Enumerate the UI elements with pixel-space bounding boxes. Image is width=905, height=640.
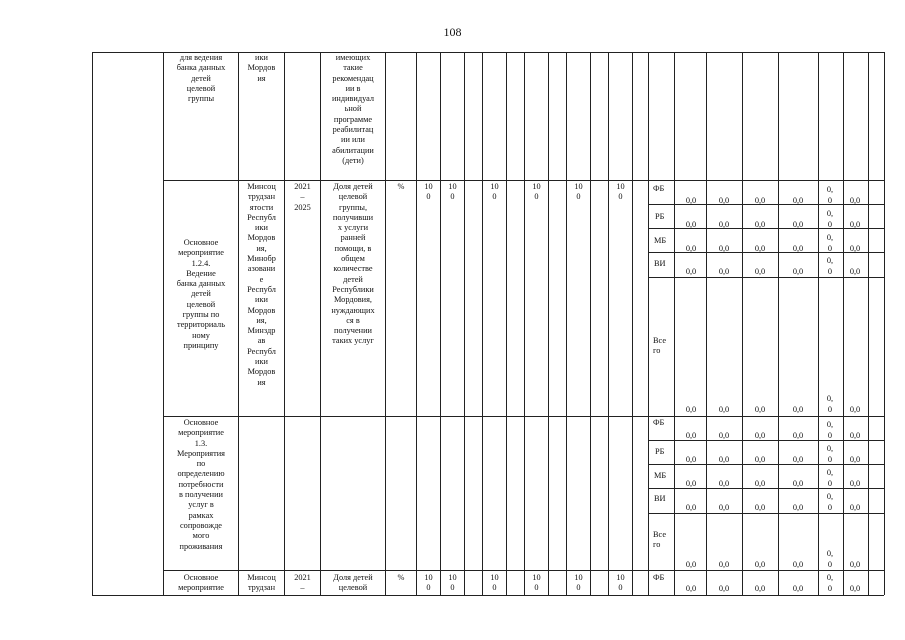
fund-label-rb: РБ — [655, 447, 665, 456]
fund-value: 0,0 — [849, 196, 861, 205]
table-rule — [590, 52, 591, 595]
fund-value: 0,0 — [792, 584, 804, 593]
table-rule — [632, 52, 633, 595]
fund-value: 0,0 — [718, 560, 730, 569]
fund-value-split: 0 — [827, 560, 833, 569]
fund-value: 0,0 — [792, 503, 804, 512]
fund-value: 0,0 — [685, 431, 697, 440]
fund-value: 0,0 — [792, 220, 804, 229]
row3-value: 10 0 — [616, 573, 625, 593]
row3-executor: Минсоц трудзан — [247, 573, 276, 593]
fund-value: 0,0 — [718, 220, 730, 229]
row1-value: 10 0 — [616, 182, 625, 202]
fund-value-split: 0, — [826, 185, 834, 194]
fund-value-split: 0 — [827, 584, 833, 593]
fund-value: 0,0 — [792, 244, 804, 253]
fund-value-split: 0, — [826, 394, 834, 403]
fund-value: 0,0 — [685, 244, 697, 253]
row3-name: Основное мероприятие — [178, 573, 224, 593]
fund-value: 0,0 — [685, 560, 697, 569]
fund-value: 0,0 — [792, 405, 804, 414]
row0-indicator: имеющих такие рекомендац ии в индивидуал ьной программе реабилитац ии или абилитации (дети) — [331, 53, 375, 165]
fund-value-split: 0 — [827, 455, 833, 464]
row1-value: 10 0 — [490, 182, 499, 202]
fund-value: 0,0 — [849, 244, 861, 253]
fund-value-split: 0, — [826, 492, 834, 501]
table-rule — [163, 416, 884, 417]
fund-label-total: Все го — [653, 336, 667, 356]
fund-value: 0,0 — [792, 455, 804, 464]
fund-label-mb: МБ — [654, 236, 667, 245]
table-rule — [506, 52, 507, 595]
fund-value: 0,0 — [849, 560, 861, 569]
fund-value: 0,0 — [849, 431, 861, 440]
fund-value-split: 0, — [826, 468, 834, 477]
fund-label-fb: ФБ — [653, 184, 665, 193]
row3-value: 10 0 — [574, 573, 583, 593]
row1-value: 10 0 — [424, 182, 433, 202]
row3-value: 10 0 — [532, 573, 541, 593]
row0-executor: ики Мордов ия — [247, 53, 276, 83]
fund-value-split: 0, — [826, 256, 834, 265]
fund-value: 0,0 — [849, 479, 861, 488]
table-rule — [524, 52, 525, 595]
fund-value: 0,0 — [685, 503, 697, 512]
table-rule — [884, 52, 885, 595]
row1-name: Основное мероприятие 1.2.4. Ведение банка данных детей целевой группы по территориаль ному принципу — [176, 238, 226, 350]
fund-value-split: 0 — [827, 220, 833, 229]
row1-executor: Минсоц трудзан ятости Республ ики Мордов ия, Минобр азовани е Республ ики Мордов ия, Минздр ав Республ ики Мордов ия — [247, 182, 276, 387]
fund-value: 0,0 — [718, 479, 730, 488]
table-rule — [163, 180, 884, 181]
table-rule — [548, 52, 549, 595]
row3-indicator: Доля детей целевой — [333, 573, 373, 593]
fund-label-rb: РБ — [655, 212, 665, 221]
row1-unit: % — [397, 182, 405, 191]
fund-value: 0,0 — [754, 220, 766, 229]
fund-value: 0,0 — [754, 503, 766, 512]
fund-value: 0,0 — [754, 244, 766, 253]
fund-value-split: 0 — [827, 267, 833, 276]
fund-value-split: 0, — [826, 209, 834, 218]
fund-value: 0,0 — [792, 479, 804, 488]
row3-period: 2021 – — [294, 573, 311, 593]
fund-value: 0,0 — [792, 267, 804, 276]
fund-value-split: 0 — [827, 405, 833, 414]
fund-value: 0,0 — [754, 196, 766, 205]
table-rule — [92, 595, 884, 596]
fund-value: 0,0 — [849, 455, 861, 464]
fund-value-split: 0, — [826, 549, 834, 558]
row1-value: 10 0 — [574, 182, 583, 202]
fund-value: 0,0 — [754, 560, 766, 569]
fund-value-split: 0 — [827, 479, 833, 488]
fund-value: 0,0 — [849, 267, 861, 276]
fund-label-vi: ВИ — [654, 494, 666, 503]
fund-value: 0,0 — [685, 455, 697, 464]
fund-value: 0,0 — [754, 267, 766, 276]
fund-value: 0,0 — [792, 196, 804, 205]
row2-name: Основное мероприятие 1.3. Мероприятия по определению потребности в получении услуг в рамках сопровожде мого проживания — [177, 418, 225, 551]
fund-value: 0,0 — [685, 584, 697, 593]
fund-value: 0,0 — [754, 479, 766, 488]
fund-value: 0,0 — [849, 405, 861, 414]
fund-label-vi: ВИ — [654, 259, 666, 268]
fund-value: 0,0 — [718, 267, 730, 276]
table-rule — [416, 52, 417, 595]
page-number: 108 — [443, 25, 462, 39]
fund-value: 0,0 — [718, 584, 730, 593]
fund-value: 0,0 — [718, 196, 730, 205]
fund-value: 0,0 — [718, 244, 730, 253]
row0-name: для ведения банка данных детей целевой группы — [176, 53, 226, 104]
table-rule — [440, 52, 441, 595]
fund-value: 0,0 — [685, 479, 697, 488]
fund-value-split: 0 — [827, 431, 833, 440]
fund-value: 0,0 — [792, 431, 804, 440]
fund-value: 0,0 — [754, 405, 766, 414]
fund-value-split: 0 — [827, 196, 833, 205]
fund-value: 0,0 — [792, 560, 804, 569]
table-rule — [284, 52, 285, 595]
table-rule — [92, 52, 93, 595]
fund-label-fb: ФБ — [653, 418, 665, 427]
fund-value-split: 0 — [827, 503, 833, 512]
fund-value: 0,0 — [754, 431, 766, 440]
table-rule — [566, 52, 567, 595]
fund-value: 0,0 — [849, 503, 861, 512]
fund-value: 0,0 — [718, 455, 730, 464]
fund-value: 0,0 — [685, 220, 697, 229]
table-rule — [482, 52, 483, 595]
fund-value: 0,0 — [754, 455, 766, 464]
row1-value: 10 0 — [532, 182, 541, 202]
table-rule — [464, 52, 465, 595]
row1-indicator: Доля детей целевой группы, получивши х услуги ранней помощи, в общем количестве детей Республики Мордовия, нуждающих ся в получении таких услуг — [331, 182, 375, 346]
row1-period: 2021 – 2025 — [294, 182, 311, 212]
fund-value-split: 0, — [826, 573, 834, 582]
fund-label-mb: МБ — [654, 471, 667, 480]
table-rule — [608, 52, 609, 595]
row3-value: 10 0 — [448, 573, 457, 593]
fund-label-fb: ФБ — [653, 573, 665, 582]
fund-value: 0,0 — [849, 584, 861, 593]
row3-value: 10 0 — [490, 573, 499, 593]
fund-value: 0,0 — [685, 196, 697, 205]
fund-value: 0,0 — [718, 431, 730, 440]
row1-value: 10 0 — [448, 182, 457, 202]
fund-value-split: 0, — [826, 444, 834, 453]
row3-unit: % — [397, 573, 405, 582]
fund-value: 0,0 — [718, 503, 730, 512]
fund-value-split: 0 — [827, 244, 833, 253]
fund-value: 0,0 — [685, 405, 697, 414]
row3-value: 10 0 — [424, 573, 433, 593]
fund-value: 0,0 — [685, 267, 697, 276]
fund-value: 0,0 — [718, 405, 730, 414]
fund-value: 0,0 — [754, 584, 766, 593]
fund-value-split: 0, — [826, 420, 834, 429]
table-rule — [385, 52, 386, 595]
fund-label-total: Все го — [653, 530, 667, 550]
fund-value: 0,0 — [849, 220, 861, 229]
fund-value-split: 0, — [826, 233, 834, 242]
